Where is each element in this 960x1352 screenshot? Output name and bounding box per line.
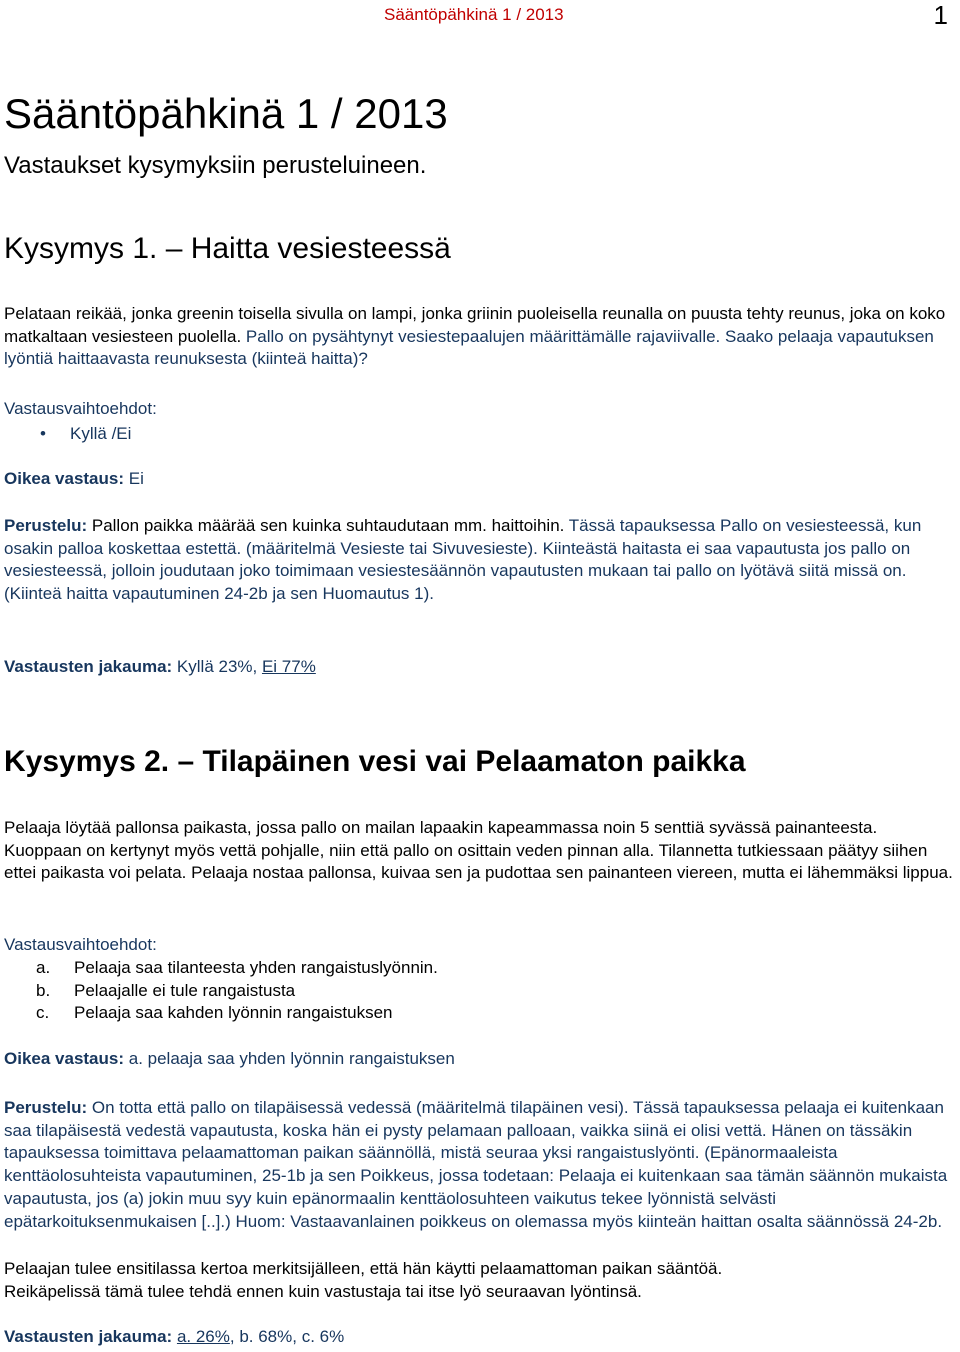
question-1-text [4,303,954,371]
question-1-answer [4,468,954,491]
question-2-answer-value: a. pelaaja saa yhden lyönnin rangaistuksen [124,1049,455,1068]
question-2-text: Pelaaja löytää pallonsa paikasta, jossa pallo on mailan lapaakin kapeammassa noin 5 senttiä syvässä painanteesta. Kuoppaan on kertynyt myös vettä pohjalle, niin että pallo on osittain veden pinnan alla. Tilannetta tutkiessaan päätyy siihen ettei paikasta voi pelata. Pelaaja nostaa pallonsa, kuivaa sen ja pudottaa sen painanteen viereen, mutta ei lähemmäksi lippua. [4,818,953,883]
page-number: 1 [933,0,948,30]
question-2-distribution-a: a. 26% [176,1327,230,1346]
option-text: Pelaaja saa tilanteesta yhden rangaistuslyönnin. [74,958,438,977]
question-2-option-a [36,957,438,979]
question-2-answer-label: Oikea vastaus: [4,1049,125,1068]
option-text: Pelaaja saa kahden lyönnin rangaistuksen [74,1003,393,1022]
question-2-distribution-rest: , b. 68%, c. 6% [229,1327,345,1346]
question-1-option-text: Kyllä /Ei [70,424,132,443]
question-2-note-2: Reikäpelissä tämä tulee tehdä ennen kuin vastustaja tai itse lyö seuraavan lyöntinsä. [4,1282,642,1301]
question-1-options-label: Vastausvaihtoehdot: [4,399,157,418]
option-letter: a. [36,958,51,977]
option-letter: c. [36,1003,50,1022]
option-letter: b. [36,981,51,1000]
bullet-icon: • [40,424,46,443]
question-1-distribution-label: Vastausten jakauma: [4,657,173,676]
question-2-option-c [36,1002,393,1024]
question-1-text-blue: Pallo on pysähtynyt vesiestepaalujen määrittämälle rajaviivalle. Saako pelaaja vapautuksen lyöntiä haittaavasta reunuksesta (kiinteä haitta)? [4,326,934,369]
question-1-heading: Kysymys 1. – Haitta vesiesteessä [4,232,451,265]
question-2-reasoning-label: Perustelu: [4,1098,88,1117]
question-1-option [40,423,131,445]
question-1-text-black: Pelataan reikää, jonka greenin toisella sivulla on lampi, jonka griinin puoleisella reunalla on puusta tehty reunus, joka on koko matkaltaan vesiesteen puolella. [4,304,946,346]
question-2-distribution-label: Vastausten jakauma: [4,1327,173,1346]
question-1-reasoning-black: Pallon paikka määrää sen kuinka suhtaudutaan mm. haittoihin. [87,516,565,535]
question-1-answer-label: Oikea vastaus: [4,469,125,488]
option-text: Pelaajalle ei tule rangaistusta [74,981,296,1000]
question-1-reasoning [4,515,954,606]
question-1-answer-value: Ei [124,469,144,488]
question-2-distribution [4,1326,954,1349]
question-1-reasoning-blue: Tässä tapauksessa Pallo on vesiesteessä, kun osakin palloa koskettaa estettä. (määritelmä Vesieste tai Sivuvesieste). Kiinteästä haitasta ei saa vapautusta jos pallo on vesiesteessä, jolloin joudutaan joko toimimaan vesiestesäännön vapautusten mukaan tai pallo on lyötävä siitä missä on. (Kiinteä haitta vapautuminen 24-2b ja sen Huomautus 1). [4,516,922,604]
question-2-options-label: Vastausvaihtoehdot: [4,935,157,954]
question-1-distribution [4,656,954,679]
question-1-reasoning-label: Perustelu: [4,516,88,535]
question-2-reasoning [4,1097,954,1233]
question-2-note-1: Pelaajan tulee ensitilassa kertoa merkitsijälleen, että hän käytti pelaamattoman paikan sääntöä. [4,1259,723,1278]
question-1-distribution-b: Ei 77% [261,657,316,676]
header-title: Sääntöpähkinä 1 / 2013 [384,5,564,24]
question-1-distribution-a: Kyllä 23%, [172,657,262,676]
page-title: Sääntöpähkinä 1 / 2013 [4,90,448,137]
question-2-option-b [36,980,295,1002]
question-2-answer [4,1048,954,1071]
page-subtitle: Vastaukset kysymyksiin perusteluineen. [4,152,427,179]
question-2-reasoning-text: On totta että pallo on tilapäisessä vedessä (määritelmä tilapäinen vesi). Tässä tapauksessa pelaaja ei kuitenkaan saa tilapäisestä vedestä vapautusta, koska hän ei pysty pelamaan palloaan, vaikka siinä ei olisi vettä. Hänen on tässäkin tapauksessa toimittava pelaamattoman paikan säännöllä, mistä seuraa yksi rangaistuslyönti. (Epänormaaleista kenttäolosuhteista vapautuminen, 25-1b ja sen Poikkeus, jossa todetaan: Pelaaja ei kuitenkaan saa tämän säännön mukaista vapautusta, jos (a) jokin muu syy kuin epänormaalin kenttäolosuhteen vaikutus tekee lyönnistä selvästi epätarkoituksenmukaisen [..].) Huom: Vastaavanlainen poikkeus on olemassa myös kiinteän haittan osalta säännössä 24-2b. [4,1098,948,1231]
question-2-heading: Kysymys 2. – Tilapäinen vesi vai Pelaamaton paikka [4,745,746,778]
